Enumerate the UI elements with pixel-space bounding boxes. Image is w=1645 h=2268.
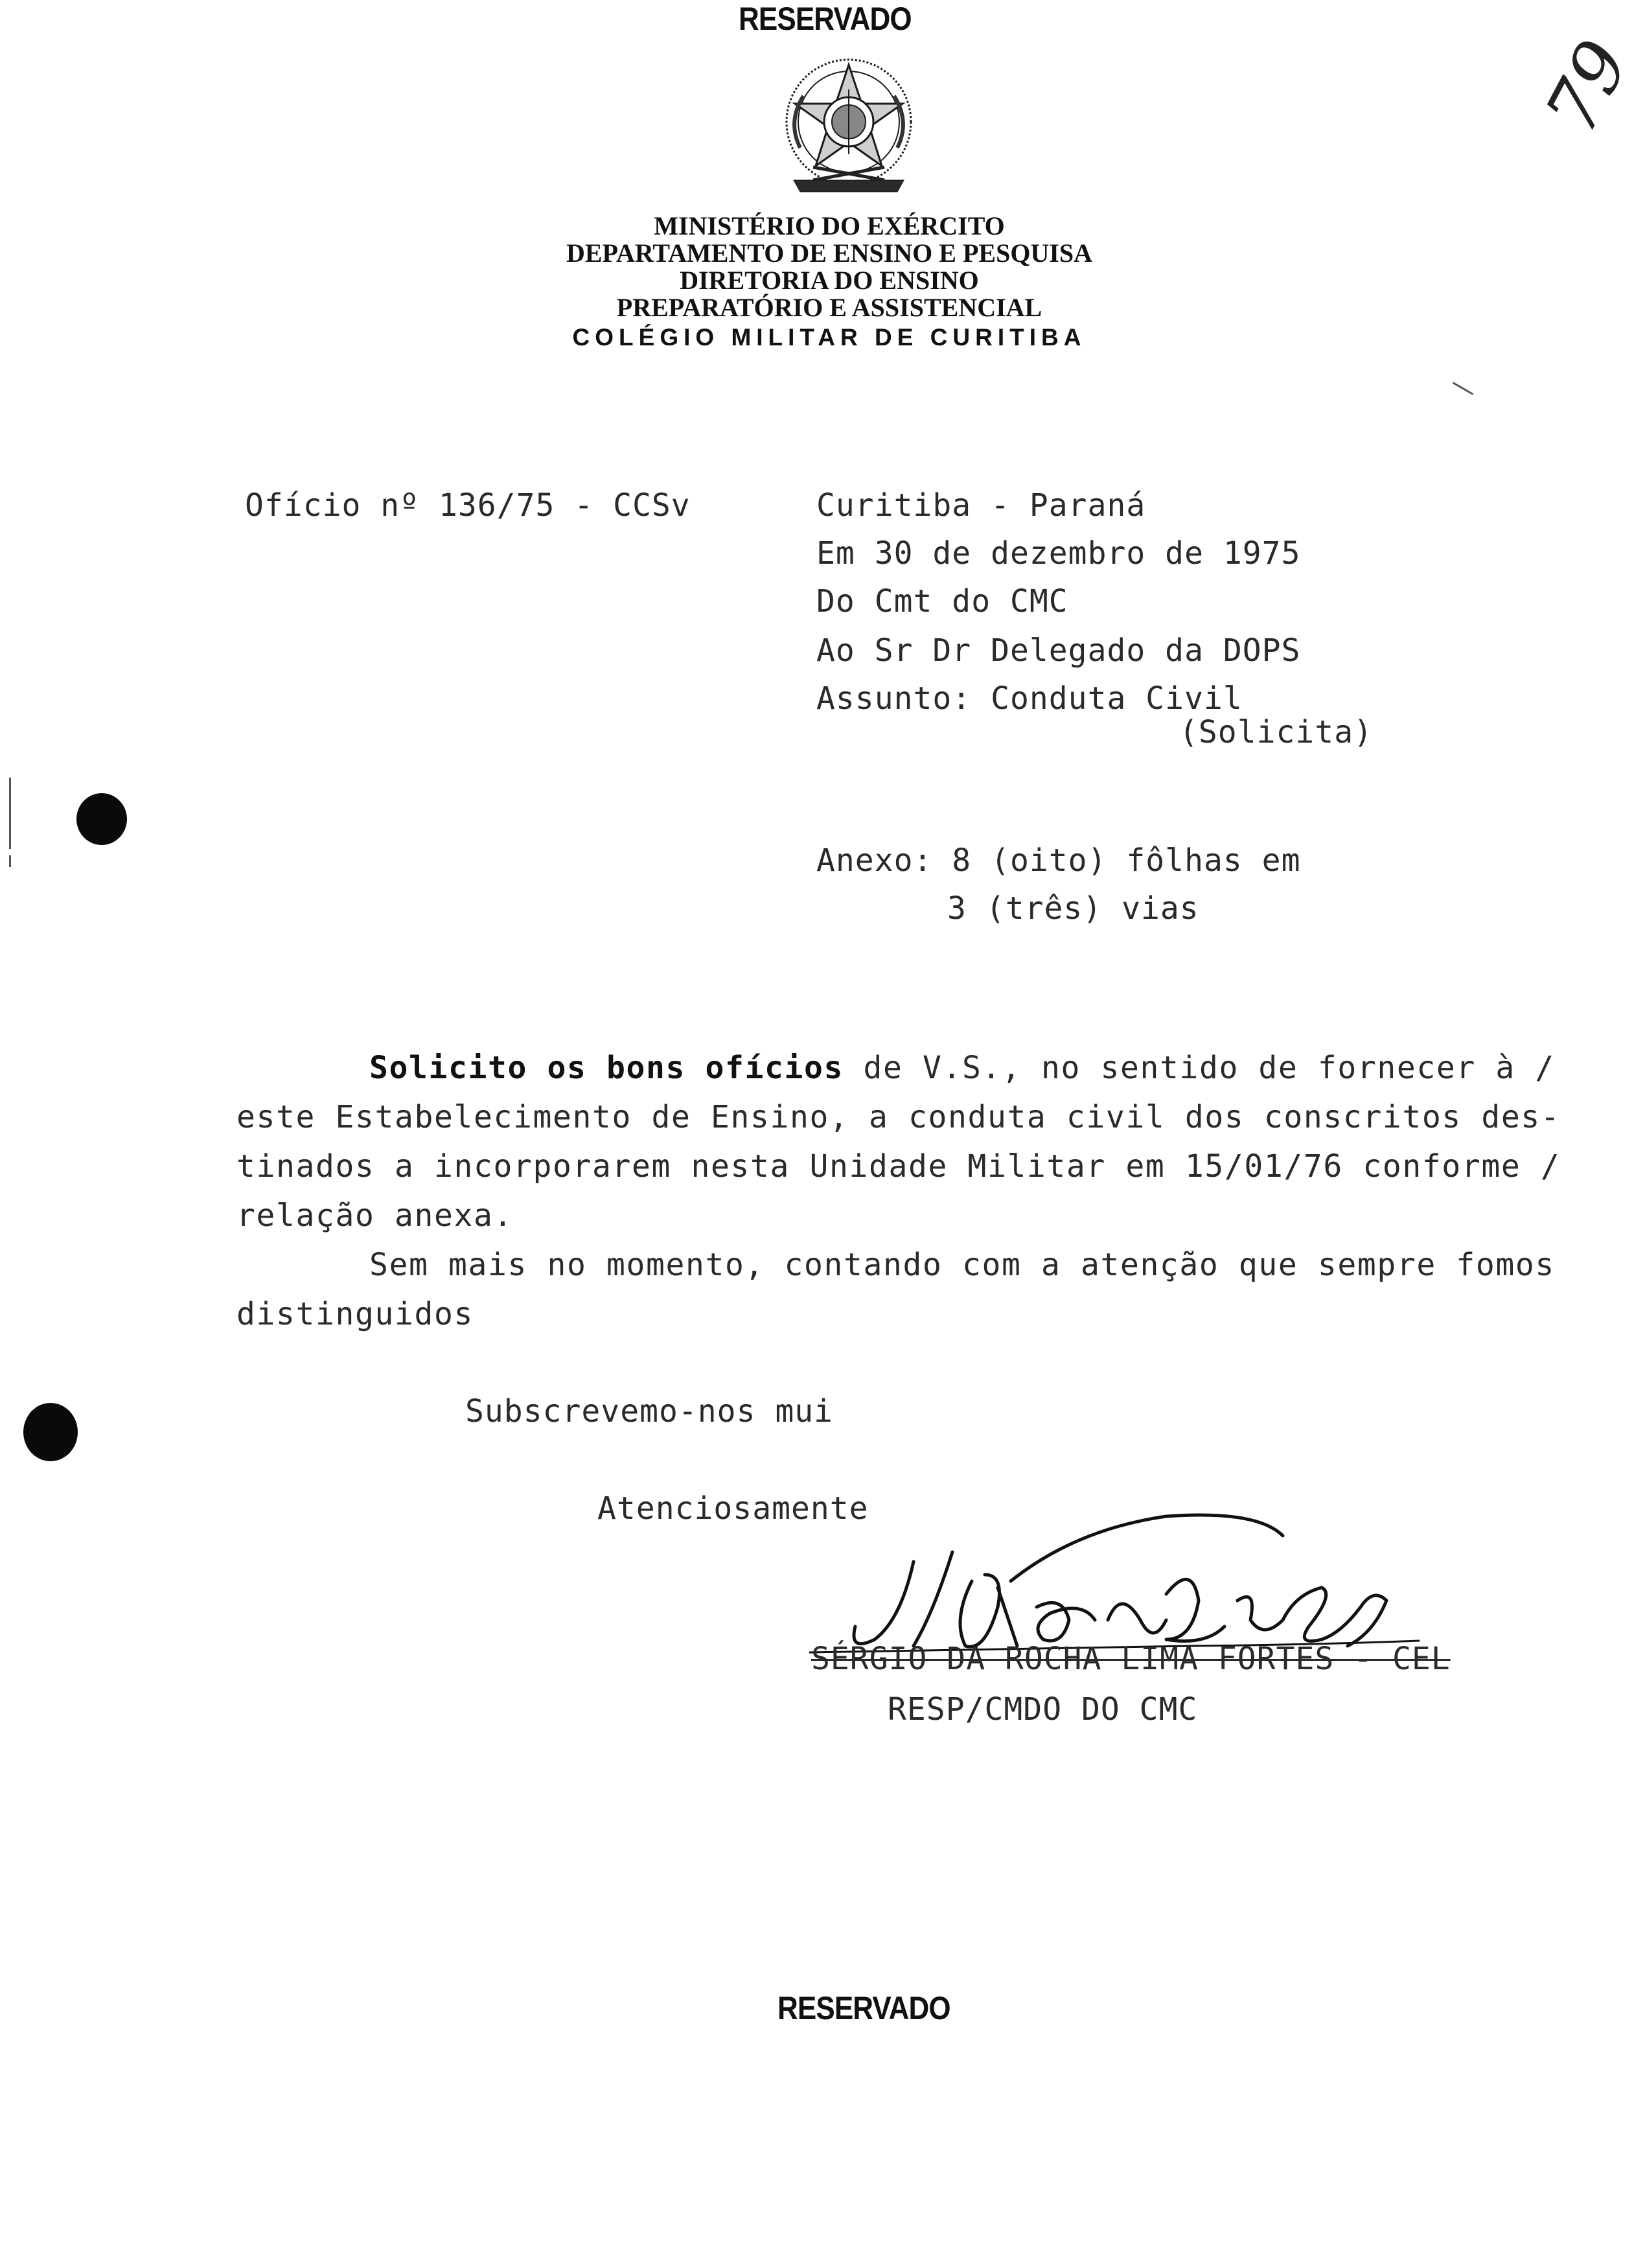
closing-line-1: Subscrevemo-nos mui (465, 1393, 834, 1429)
body-paragraph-1-line-2: este Estabelecimento de Ensino, a conduta civil dos conscritos des- (236, 1099, 1561, 1135)
signatory-name: SÉRGIO DA ROCHA LIMA FORTES - CEL (811, 1641, 1451, 1677)
punch-hole-bottom (23, 1403, 78, 1461)
meta-to: Ao Sr Dr Delegado da DOPS (816, 632, 1301, 669)
body-paragraph-1-line-4: relação anexa. (236, 1198, 513, 1234)
margin-mark (9, 855, 11, 867)
classification-stamp-bottom: RESERVADO (777, 1990, 950, 2026)
institution-header (492, 213, 1166, 351)
classification-stamp-top: RESERVADO (739, 1, 912, 37)
annex-line-2: 3 (três) vias (947, 890, 1199, 927)
signatory-role: RESP/CMDO DO CMC (888, 1691, 1198, 1728)
header-line-directorate: DIRETORIA DO ENSINO (680, 266, 979, 295)
header-school-name: COLÉGIO MILITAR DE CURITIBA (572, 324, 1087, 351)
header-line-department: DEPARTAMENTO DE ENSINO E PESQUISA (566, 238, 1093, 268)
meta-place: Curitiba - Paraná (816, 487, 1146, 524)
body-paragraph-2-line-2: distinguidos (236, 1296, 474, 1332)
coat-of-arms-icon (774, 51, 923, 201)
header-line-ministry: MINISTÉRIO DO EXÉRCITO (654, 211, 1005, 240)
meta-subject: Assunto: Conduta Civil (816, 680, 1243, 717)
meta-date: Em 30 de dezembro de 1975 (816, 535, 1301, 572)
closing-line-2: Atenciosamente (597, 1490, 869, 1527)
header-line-division: PREPARATÓRIO E ASSISTENCIAL (616, 293, 1042, 322)
margin-mark (9, 778, 11, 849)
body-paragraph-1-line-1 (369, 1050, 1555, 1086)
punch-hole-top (76, 793, 127, 845)
body-opening-phrase: Solicito os bons ofícios (369, 1050, 844, 1086)
annex-line-1: Anexo: 8 (oito) fôlhas em (816, 842, 1301, 879)
margin-note: 79 (1529, 27, 1645, 146)
body-line-1-rest: de V.S., no sentido de fornecer à / (843, 1050, 1555, 1086)
meta-subject-note: (Solicita) (1179, 714, 1373, 750)
meta-from: Do Cmt do CMC (816, 583, 1068, 619)
body-paragraph-1-line-3: tinados a incorporarem nesta Unidade Militar em 15/01/76 conforme / (236, 1148, 1561, 1185)
body-paragraph-2-line-1: Sem mais no momento, contando com a atenção que sempre fomos (369, 1247, 1555, 1283)
scan-speck (1453, 382, 1474, 395)
document-reference: Ofício nº 136/75 - CCSv (245, 487, 691, 524)
